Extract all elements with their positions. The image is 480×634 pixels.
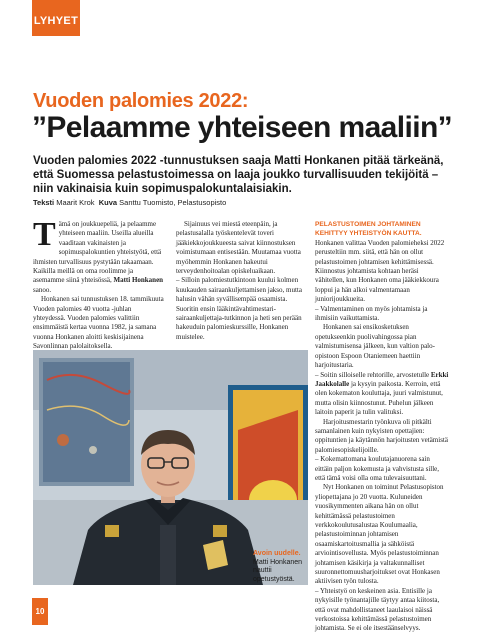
photo-credit-author: Santtu Tuomisto, Pelastusopisto	[119, 198, 227, 207]
article-kicker: Vuoden palomies 2022:	[33, 90, 249, 112]
article-credits	[33, 198, 226, 207]
paragraph: Honkanen sai tunnustuksen 18. tammikuuta Vuoden palomies 40 vuotta -juhlan yhteydessä. Vuoden palomies valittiin ensimmäistä kertaa vuonna 1982, ja samana vuonna Honkanen aloitti keskisijainena Savonlinnan palolaitoksella.	[33, 295, 164, 351]
paragraph: – Yhteistyö on keskeinen asia. Entisille ja nykyisille työnantajille täytyy antaa kiitosta, että ovat mahdollistaneet laaulaisoi näissä verkostoissa kehittämässä pelastustoimen johtamista. Se ei ole itsestäänselvyys.	[315, 586, 440, 633]
paragraph: – Valmentaminen on myös johtamista ja ihmisiin vaikuttamista.	[315, 304, 428, 323]
body-column-1	[33, 216, 165, 352]
paragraph-text: ja kysyin paikosta. Kerroin, että olen kokematon kouluttaja, juuri valmistunut, mutta olisin kiinnostunut. Puhelun jälkeen laitoin paperit ja tulin valituksi.	[315, 379, 443, 417]
photo-caption	[253, 550, 313, 584]
page-number: 10	[32, 598, 48, 625]
section-tab	[32, 0, 80, 36]
article-lead: Vuoden palomies 2022 -tunnustuksen saaja Matti Honkanen pitää tärkeänä, että Suomessa pelastustoimessa on laaja joukko turvallisuuden tekijöitä – niin vakinaisia kuin sopimuspalokuntalaisiakin.	[33, 155, 444, 195]
body-column-2	[176, 220, 306, 342]
paragraph-text: sanoo.	[33, 285, 52, 294]
paragraph-text: Honkanen valittaa Vuoden palomieheksi 2022 perusteltiin mm. siitä, että hän on ollut pelastustoimen johtamisen kehittämisessä. Kiinnostus johtamista kohtaan heräsi vähitellen, kun Honkanen oma jääkiekkoura loppui ja hän alkoi valmentamaan juniorijoukkueita.	[315, 238, 445, 304]
paragraph	[315, 220, 449, 305]
caption-highlight: Avoin uudelle.	[253, 550, 301, 557]
paragraph-text: ämä on joukkuepeliä, ja pelaamme yhteiseen maaliin. Useilla alueilla vaaditaan vakinaisten ja sopimuspalokuntien yhteistyötä, että ihmisten turvallisuus pystytään takaamaan. Kaikilla meillä on oma roolimme ja asemamme siinä yhteisössä,	[33, 220, 162, 285]
text-credit-author: Maarit Krok	[56, 198, 95, 207]
drop-cap: T	[33, 216, 56, 253]
person-name: Matti Honkanen	[113, 276, 164, 285]
article-headline: ”Pelaamme yhteiseen maaliin”	[32, 111, 453, 144]
paragraph: Nyt Honkanen on toiminut Pelastusopiston yliopettajana jo 20 vuotta. Kuluneiden vuosikymmenten aikana hän on ollut kehittämässä pelastustoimen verkkokoulutusalustaa Koulumaalia, pelastustoiminnan johtamisen osaamiskartoitusmallia ja sähköistä arviointisovellusta. Myös pelastustoiminnan johtamisen käsikirja ja valtakunnalliset suuronnettomuusharjoitukset ovat Honkasen aktiivisen työn tulosta.	[315, 483, 444, 586]
paragraph: – Kokemattomana koulutajanuorena sain eittäin paljon kokemusta ja vahvistusta sille, että tämä voisi olla oma tulevaisuuttani.	[315, 455, 440, 482]
paragraph: Sijainuus vei miestä eteenpäin, ja pelastusalalla työskentelevät toveri jääkiekkojoukkueesta saivat kiinnostuksen voimistumaan entisestään. Muutamaa vuotta myöhemmin Honkanen hakeutui terveydenhoitoalan opiskeluaikaan.	[176, 220, 301, 276]
caption-text: Matti Honkanen nauttii opetustyöstä.	[253, 558, 303, 583]
paragraph	[315, 371, 449, 418]
body-column-3	[315, 220, 449, 634]
paragraph: Honkanen sai ensikosketuksen opetukseenkin puolivahingossa pian valmistumisensa jälkeen, kun valtion palo-opistoon Espoon Otaniemeen haettiin harjoitustaria.	[315, 323, 435, 370]
text-credit-label: Teksti	[33, 198, 55, 207]
paragraph: Harjoitusmestarin työnkuva oli pitkälti samanlainen kuin nykyisten opettajien: oppituntien ja käytännön harjoitusten vetämistä palomiesopiskelijoille.	[315, 417, 448, 454]
paragraph-text: – Soitin silloiselle rehtorille, arvostetulle	[315, 370, 430, 379]
section-subhead: PELASTUSTOIMEN JOHTAMINEN KEHITTYY YHTEISTYÖN KAUTTA.	[315, 221, 422, 238]
paragraph	[33, 216, 165, 295]
person-name: Erkki Jaakkolalle	[315, 370, 449, 388]
paragraph: – Silloin palomiestutkintoon kuului kolmen kuukauden sairaankuljettamisen jakso, mutta halusin vähän syvällisempää osaamista. Suoritin ensin lääkintävahtimestari-sairaankuljettaja-tutkinnon ja heti sen perään hakeuduin palomieskurssille, Honkanen muistelee.	[176, 276, 302, 341]
photo-credit-label: Kuva	[98, 198, 118, 207]
section-label: LYHYET	[33, 15, 79, 27]
